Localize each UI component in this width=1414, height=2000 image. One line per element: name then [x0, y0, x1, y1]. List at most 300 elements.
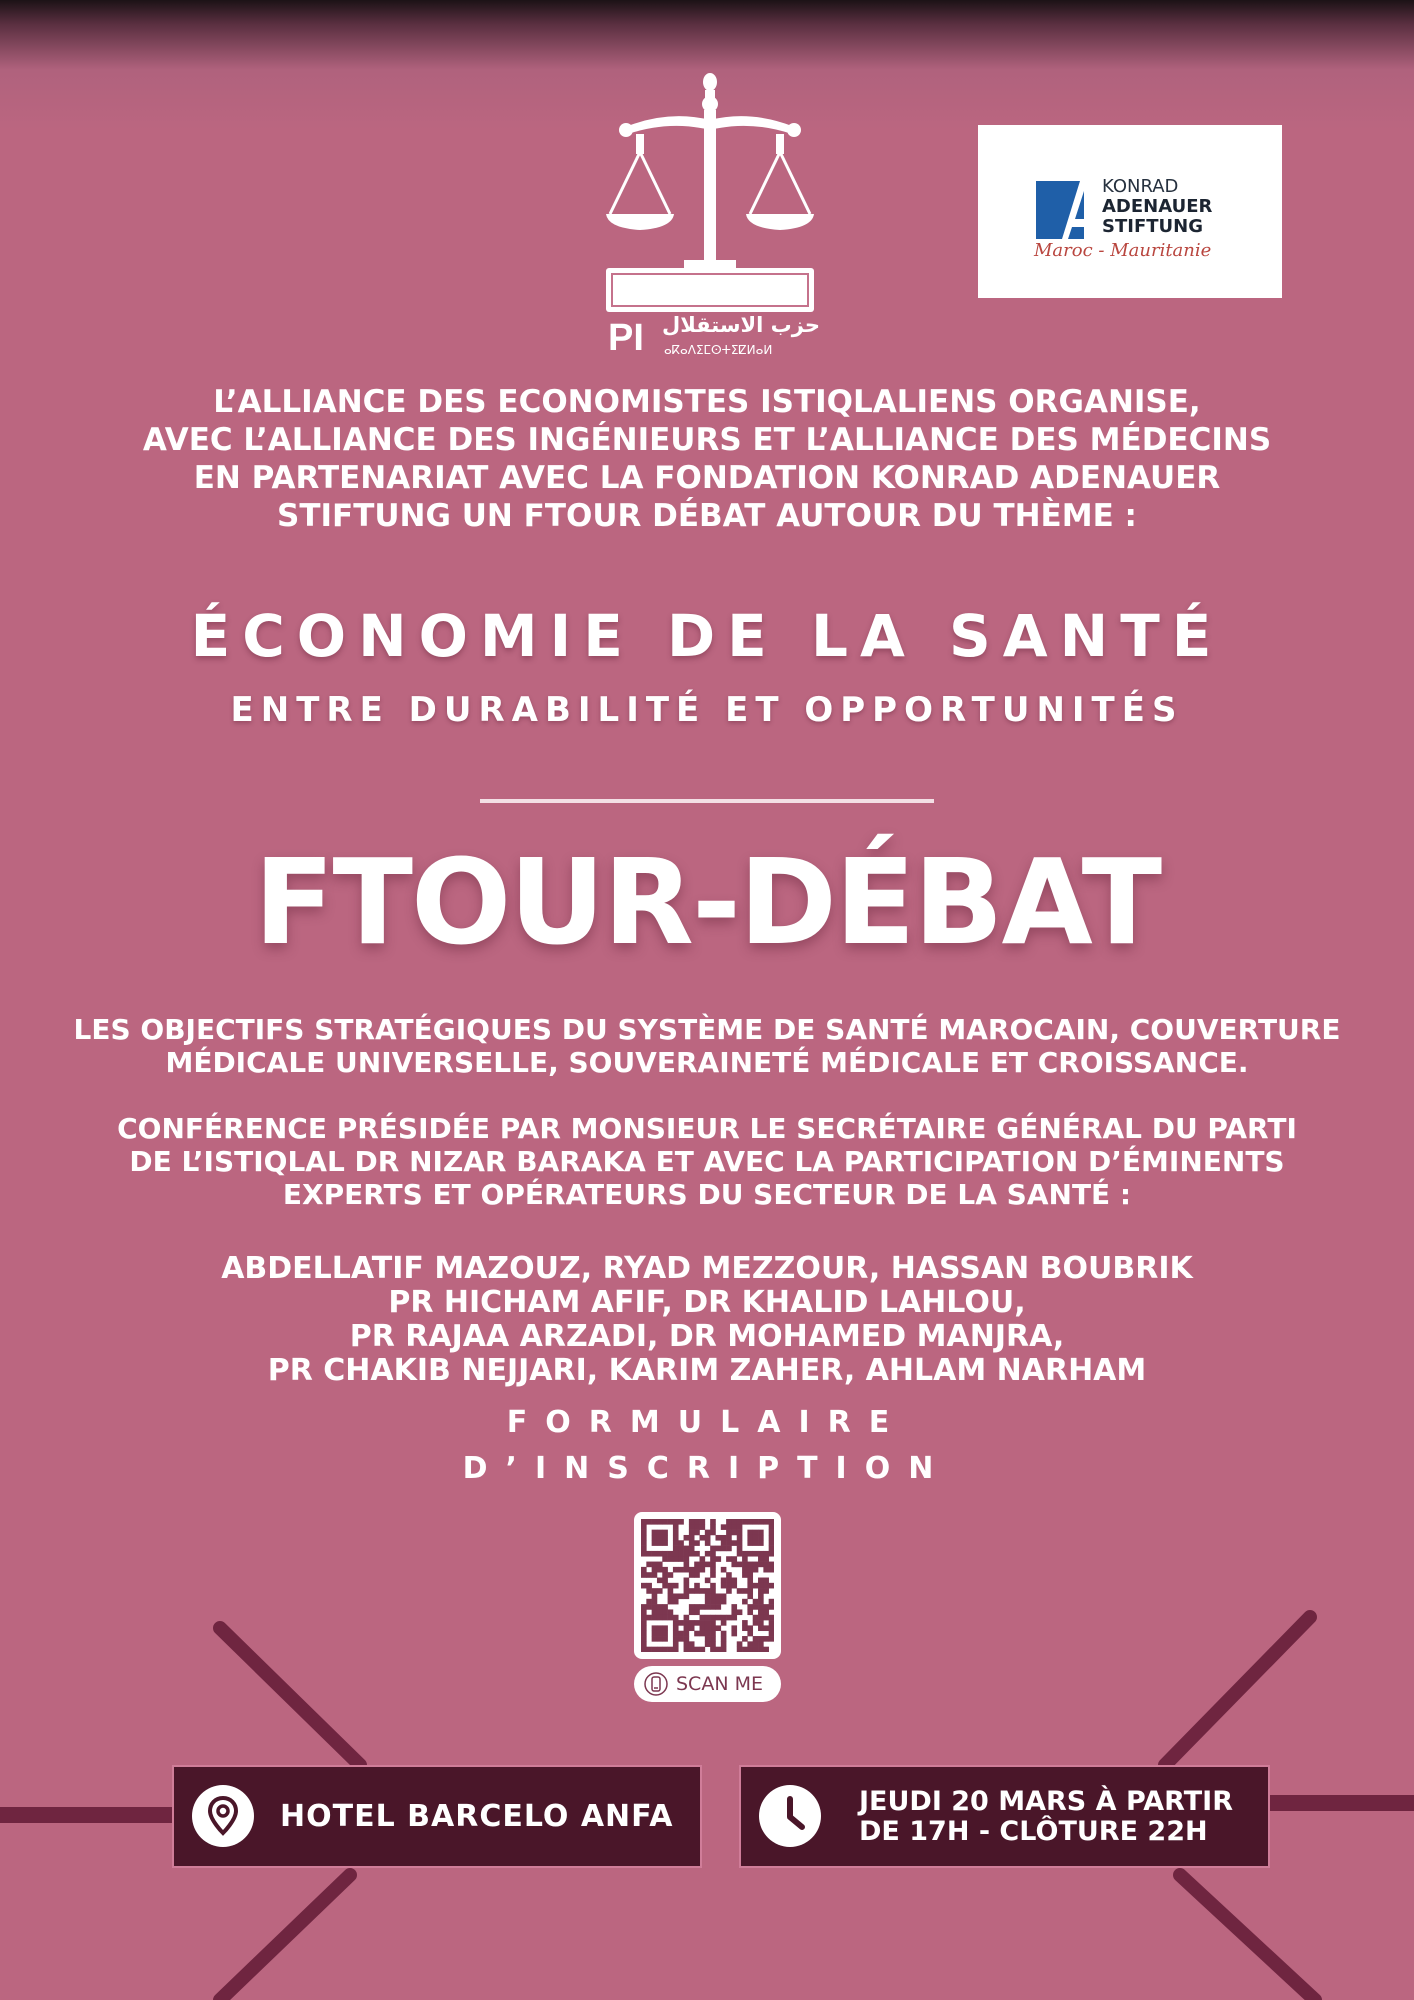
qr-module [700, 1556, 706, 1562]
qr-module [705, 1625, 711, 1631]
qr-module [747, 1631, 753, 1637]
qr-module [726, 1588, 732, 1594]
date-line: DE 17H - CLÔTURE 22H [859, 1816, 1208, 1847]
qr-module [758, 1540, 764, 1546]
qr-module [726, 1524, 732, 1530]
qr-module [662, 1609, 668, 1615]
qr-module [646, 1604, 652, 1610]
qr-module [753, 1599, 759, 1605]
qr-module [662, 1551, 668, 1557]
qr-module [668, 1593, 674, 1599]
qr-module [726, 1615, 732, 1621]
qr-module [731, 1540, 737, 1546]
qr-module [721, 1636, 727, 1642]
qr-module [715, 1546, 721, 1552]
qr-module [641, 1631, 647, 1637]
qr-module [657, 1647, 663, 1652]
qr-module [689, 1620, 695, 1626]
qr-module [753, 1535, 759, 1541]
qr-module [710, 1647, 716, 1652]
date-line: JEUDI 20 MARS À PARTIR [859, 1786, 1233, 1817]
clock-icon [759, 1785, 821, 1847]
qr-module [684, 1556, 690, 1562]
qr-module [737, 1546, 743, 1552]
qr-module [694, 1530, 700, 1536]
qr-module [737, 1641, 743, 1647]
speakers-line: PR CHAKIB NEJJARI, KARIM ZAHER, AHLAM NARHAM [267, 1353, 1147, 1388]
qr-module [700, 1631, 706, 1637]
qr-module [694, 1524, 700, 1530]
qr-module [652, 1647, 658, 1652]
qr-module [710, 1620, 716, 1626]
qr-module [731, 1524, 737, 1530]
qr-module [652, 1593, 658, 1599]
qr-module [657, 1636, 663, 1642]
qr-module [758, 1599, 764, 1605]
qr-module [700, 1524, 706, 1530]
qr-module [668, 1588, 674, 1594]
qr-module [689, 1625, 695, 1631]
qr-module [700, 1620, 706, 1626]
qr-module [747, 1593, 753, 1599]
qr-module [758, 1593, 764, 1599]
qr-module [742, 1519, 748, 1525]
qr-module [673, 1647, 679, 1652]
qr-module [747, 1588, 753, 1594]
qr-module [641, 1636, 647, 1642]
qr-module [657, 1625, 663, 1631]
qr-module [673, 1556, 679, 1562]
qr-module [657, 1519, 663, 1525]
qr-module [668, 1556, 674, 1562]
qr-module [641, 1625, 647, 1631]
qr-module [641, 1641, 647, 1647]
qr-module [657, 1540, 663, 1546]
kas-logo [978, 125, 1282, 298]
qr-module [673, 1519, 679, 1525]
objectives-line: LES OBJECTIFS STRATÉGIQUES DU SYSTÈME DE SANTÉ MAROCAIN, COUVERTURE [73, 1013, 1341, 1046]
qr-module [769, 1636, 774, 1642]
qr-module [726, 1572, 732, 1578]
qr-module [652, 1636, 658, 1642]
qr-module [710, 1530, 716, 1536]
qr-module [710, 1519, 716, 1525]
qr-module [673, 1546, 679, 1552]
qr-module [662, 1530, 668, 1536]
qr-module [715, 1615, 721, 1621]
qr-module [678, 1631, 684, 1637]
qr-module [710, 1615, 716, 1621]
qr-module [731, 1615, 737, 1621]
qr-module [710, 1556, 716, 1562]
event-name: FTOUR-DÉBAT [253, 833, 1161, 971]
qr-module [673, 1540, 679, 1546]
qr-module [657, 1615, 663, 1621]
qr-module [641, 1572, 647, 1578]
qr-module [684, 1551, 690, 1557]
qr-module [742, 1636, 748, 1642]
qr-module [689, 1647, 695, 1652]
qr-module [705, 1636, 711, 1642]
qr-module [710, 1593, 716, 1599]
qr-module [747, 1647, 753, 1652]
qr-module [769, 1546, 774, 1552]
qr-module [710, 1546, 716, 1552]
qr-module [763, 1567, 769, 1573]
qr-module [769, 1599, 774, 1605]
qr-module [721, 1535, 727, 1541]
qr-module [705, 1530, 711, 1536]
qr-module [694, 1583, 700, 1589]
qr-module [715, 1556, 721, 1562]
qr-module [721, 1524, 727, 1530]
qr-module [678, 1620, 684, 1626]
conference-text [70, 1112, 1344, 1211]
qr-module [726, 1583, 732, 1589]
qr-module [652, 1535, 658, 1541]
qr-module [769, 1540, 774, 1546]
qr-module [753, 1519, 759, 1525]
qr-module [641, 1519, 647, 1525]
qr-module [747, 1641, 753, 1647]
qr-module [678, 1636, 684, 1642]
qr-module [673, 1636, 679, 1642]
scan-me-label: SCAN ME [676, 1673, 763, 1695]
qr-module [726, 1578, 732, 1584]
qr-module [684, 1615, 690, 1621]
qr-module [689, 1567, 695, 1573]
qr-module [737, 1588, 743, 1594]
location-text: HOTEL BARCELO ANFA [280, 1799, 674, 1834]
qr-module [657, 1631, 663, 1637]
qr-module [646, 1519, 652, 1525]
qr-module [710, 1604, 716, 1610]
qr-module [705, 1562, 711, 1568]
qr-module [700, 1625, 706, 1631]
qr-module [731, 1578, 737, 1584]
qr-module [758, 1583, 764, 1589]
qr-module [684, 1546, 690, 1552]
qr-module [758, 1562, 764, 1568]
qr-module [684, 1641, 690, 1647]
qr-module [657, 1588, 663, 1594]
qr-module [652, 1631, 658, 1637]
qr-module [769, 1530, 774, 1536]
qr-module [763, 1551, 769, 1557]
qr-module [710, 1551, 716, 1557]
qr-module [662, 1631, 668, 1637]
registration-form-label [0, 1400, 1414, 1492]
qr-module [731, 1562, 737, 1568]
qr-module [731, 1519, 737, 1525]
qr-module [641, 1567, 647, 1573]
qr-module [747, 1604, 753, 1610]
qr-module [673, 1620, 679, 1626]
qr-module [721, 1593, 727, 1599]
qr-module [668, 1647, 674, 1652]
qr-module [652, 1540, 658, 1546]
qr-module [678, 1540, 684, 1546]
qr-module [694, 1588, 700, 1594]
qr-module [668, 1583, 674, 1589]
qr-module [673, 1593, 679, 1599]
qr-module [753, 1530, 759, 1536]
registration-line: FORMULAIRE [506, 1405, 908, 1440]
qr-module [641, 1615, 647, 1621]
qr-module [673, 1551, 679, 1557]
qr-module [753, 1604, 759, 1610]
qr-module [662, 1556, 668, 1562]
objectives-line: MÉDICALE UNIVERSELLE, SOUVERAINETÉ MÉDICALE ET CROISSANCE. [165, 1046, 1249, 1079]
registration-line: D’INSCRIPTION [462, 1451, 952, 1486]
qr-module [721, 1540, 727, 1546]
qr-module [747, 1540, 753, 1546]
qr-module [715, 1647, 721, 1652]
qr-module [641, 1546, 647, 1552]
qr-module [705, 1551, 711, 1557]
qr-module [769, 1562, 774, 1568]
qr-module [721, 1578, 727, 1584]
qr-module [747, 1535, 753, 1541]
qr-module [758, 1615, 764, 1621]
intro-text [60, 383, 1354, 535]
qr-module [689, 1609, 695, 1615]
qr-module [753, 1551, 759, 1557]
qr-module [769, 1551, 774, 1557]
qr-module [652, 1572, 658, 1578]
qr-module [737, 1551, 743, 1557]
qr-module [758, 1551, 764, 1557]
qr-module [705, 1599, 711, 1605]
location-pin-icon [192, 1785, 254, 1847]
qr-module [684, 1620, 690, 1626]
qr-module [689, 1519, 695, 1525]
intro-line: EN PARTENARIAT AVEC LA FONDATION KONRAD ADENAUER [193, 460, 1221, 496]
qr-module [694, 1604, 700, 1610]
qr-module [763, 1604, 769, 1610]
qr-module [694, 1609, 700, 1615]
qr-module [694, 1551, 700, 1557]
qr-module [705, 1641, 711, 1647]
qr-module [668, 1615, 674, 1621]
qr-module [747, 1562, 753, 1568]
conference-line: DE L’ISTIQLAL DR NIZAR BARAKA ET AVEC LA PARTICIPATION D’ÉMINENTS [129, 1145, 1285, 1178]
qr-module [742, 1562, 748, 1568]
qr-module [700, 1535, 706, 1541]
qr-module [742, 1556, 748, 1562]
qr-module [747, 1583, 753, 1589]
qr-module [694, 1572, 700, 1578]
kas-region: Maroc - Mauritanie [1034, 240, 1212, 261]
qr-module [758, 1535, 764, 1541]
kas-name-line1: KONRAD [1102, 176, 1179, 197]
qr-module [694, 1620, 700, 1626]
qr-module [763, 1562, 769, 1568]
qr-module [763, 1556, 769, 1562]
qr-module [705, 1540, 711, 1546]
qr-module [705, 1631, 711, 1637]
qr-module [668, 1609, 674, 1615]
qr-module [673, 1583, 679, 1589]
qr-module [710, 1636, 716, 1642]
qr-module [700, 1604, 706, 1610]
qr-module [646, 1588, 652, 1594]
qr-module [641, 1583, 647, 1589]
qr-module [662, 1572, 668, 1578]
qr-module [710, 1641, 716, 1647]
qr-module [657, 1530, 663, 1536]
qr-module [763, 1583, 769, 1589]
qr-module [646, 1615, 652, 1621]
qr-module [689, 1604, 695, 1610]
qr-module [657, 1562, 663, 1568]
qr-module [769, 1620, 774, 1626]
qr-module [726, 1535, 732, 1541]
qr-module [710, 1583, 716, 1589]
qr-module [710, 1631, 716, 1637]
qr-module [769, 1535, 774, 1541]
qr-module [689, 1535, 695, 1541]
qr-module [753, 1647, 759, 1652]
intro-line: L’ALLIANCE DES ECONOMISTES ISTIQLALIENS ORGANISE, [213, 384, 1201, 420]
qr-module [715, 1625, 721, 1631]
qr-module [689, 1572, 695, 1578]
qr-module [673, 1530, 679, 1536]
qr-module [673, 1625, 679, 1631]
qr-module [684, 1562, 690, 1568]
qr-module [763, 1519, 769, 1525]
qr-module [769, 1567, 774, 1573]
qr-module [737, 1519, 743, 1525]
qr-module [684, 1625, 690, 1631]
qr-module [737, 1535, 743, 1541]
qr-module [684, 1636, 690, 1642]
qr-module [657, 1551, 663, 1557]
qr-module [763, 1615, 769, 1621]
qr-module [758, 1588, 764, 1594]
party-name-tifinagh: ⴰⴽⴰⴷⵉⵎⵙⵜⵉⵇⵍⴰⵍ [664, 343, 773, 357]
qr-module [652, 1604, 658, 1610]
qr-module [742, 1599, 748, 1605]
qr-module [715, 1599, 721, 1605]
qr-module [726, 1540, 732, 1546]
qr-module [689, 1641, 695, 1647]
qr-module [684, 1588, 690, 1594]
qr-module [769, 1524, 774, 1530]
qr-module [758, 1620, 764, 1626]
deco-line-top-right [1165, 1617, 1310, 1765]
qr-module [747, 1609, 753, 1615]
qr-module [689, 1546, 695, 1552]
qr-module [753, 1562, 759, 1568]
qr-module [747, 1530, 753, 1536]
qr-module [673, 1641, 679, 1647]
qr-module [662, 1578, 668, 1584]
qr-module [715, 1604, 721, 1610]
qr-module [684, 1593, 690, 1599]
qr-module [758, 1647, 764, 1652]
qr-module [641, 1647, 647, 1652]
qr-module [673, 1599, 679, 1605]
qr-module [646, 1583, 652, 1589]
qr-module [758, 1604, 764, 1610]
qr-module [731, 1604, 737, 1610]
qr-module [737, 1562, 743, 1568]
qr-module [657, 1535, 663, 1541]
qr-module [700, 1647, 706, 1652]
qr-code[interactable] [634, 1512, 781, 1659]
qr-module [662, 1615, 668, 1621]
kas-name-line2: ADENAUER [1102, 196, 1213, 217]
qr-module [758, 1609, 764, 1615]
qr-module [769, 1604, 774, 1610]
qr-module [700, 1567, 706, 1573]
qr-module [721, 1631, 727, 1637]
qr-module [758, 1556, 764, 1562]
qr-module [678, 1593, 684, 1599]
qr-module [721, 1567, 727, 1573]
party-name-arabic: حزب الاستقلال [662, 313, 820, 337]
qr-module [726, 1519, 732, 1525]
qr-module [662, 1583, 668, 1589]
qr-module [731, 1530, 737, 1536]
qr-module [769, 1625, 774, 1631]
qr-module [689, 1551, 695, 1557]
qr-module [753, 1583, 759, 1589]
qr-module [710, 1562, 716, 1568]
qr-module [657, 1604, 663, 1610]
qr-module [652, 1599, 658, 1605]
qr-module [652, 1588, 658, 1594]
qr-module [668, 1551, 674, 1557]
qr-module [641, 1609, 647, 1615]
qr-module [710, 1599, 716, 1605]
qr-module [705, 1604, 711, 1610]
qr-module [700, 1519, 706, 1525]
qr-module [705, 1588, 711, 1594]
qr-module [662, 1625, 668, 1631]
divider [480, 799, 934, 803]
qr-module [747, 1625, 753, 1631]
qr-module [742, 1625, 748, 1631]
qr-module [758, 1625, 764, 1631]
qr-module [662, 1647, 668, 1652]
kas-name-line3: STIFTUNG [1102, 216, 1203, 237]
deco-line-bottom-right [1180, 1875, 1315, 2000]
qr-module [646, 1572, 652, 1578]
qr-module [668, 1519, 674, 1525]
qr-module [641, 1524, 647, 1530]
qr-module [694, 1562, 700, 1568]
qr-module [731, 1583, 737, 1589]
qr-module [673, 1567, 679, 1573]
qr-module [753, 1620, 759, 1626]
qr-module [721, 1647, 727, 1652]
qr-module [678, 1567, 684, 1573]
qr-module [673, 1631, 679, 1637]
qr-module [737, 1540, 743, 1546]
speakers-line: PR HICHAM AFIF, DR KHALID LAHLOU, [388, 1285, 1026, 1320]
qr-module [694, 1647, 700, 1652]
qr-module [652, 1562, 658, 1568]
qr-module [742, 1567, 748, 1573]
qr-module [684, 1631, 690, 1637]
qr-module [715, 1535, 721, 1541]
qr-module [753, 1567, 759, 1573]
qr-module [678, 1551, 684, 1557]
qr-module [763, 1636, 769, 1642]
qr-module [700, 1562, 706, 1568]
